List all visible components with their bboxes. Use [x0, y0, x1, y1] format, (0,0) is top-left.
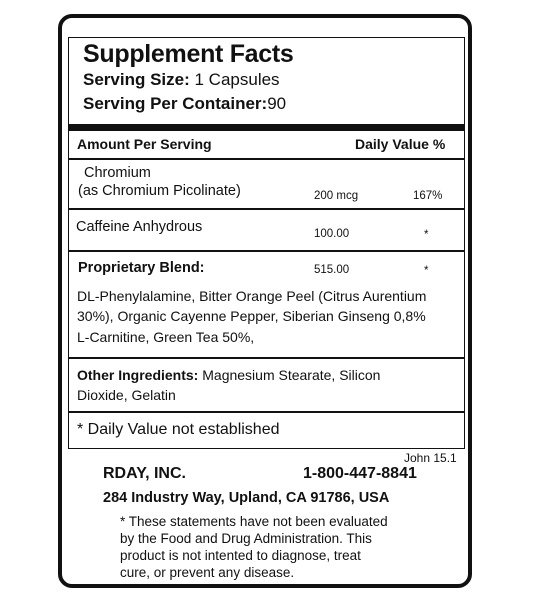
servings-label: Serving Per Container: [83, 94, 268, 113]
nutrient-name: Caffeine Anhydrous [76, 219, 203, 235]
supplement-facts-panel [68, 37, 465, 449]
disclaimer-line: by the Food and Drug Administration. This [120, 531, 372, 546]
daily-value-note: * Daily Value not established [77, 421, 280, 438]
divider-thick [69, 124, 464, 131]
blend-ingredients-line: DL-Phenylalamine, Bitter Orange Peel (Citrus Aurentium [77, 288, 427, 304]
other-ingredients-label: Other Ingredients: [77, 367, 199, 383]
company-address: 284 Industry Way, Upland, CA 91786, USA [103, 490, 390, 506]
amount-per-serving-header: Amount Per Serving [77, 136, 212, 152]
panel-title: Supplement Facts [83, 40, 294, 68]
company-name: RDAY, INC. [103, 465, 186, 482]
other-ingredients-text: Dioxide, Gelatin [77, 387, 176, 403]
daily-value-header: Daily Value % [355, 136, 446, 152]
serving-size-label: Serving Size: [83, 70, 190, 89]
servings-value: 90 [267, 94, 287, 113]
company-phone: 1-800-447-8841 [303, 465, 417, 482]
serving-size-value: 1 Capsules [194, 70, 280, 89]
servings-per-container [83, 94, 286, 114]
other-ingredients-text: Magnesium Stearate, Silicon [198, 367, 381, 383]
divider [69, 250, 464, 252]
blend-ingredients-line: 30%), Organic Cayenne Pepper, Siberian Ginseng 0,8% [77, 308, 426, 324]
fda-disclaimer [120, 513, 440, 581]
nutrient-subname: (as Chromium Picolinate) [78, 183, 241, 199]
other-ingredients [77, 365, 380, 386]
serving-size [83, 70, 280, 90]
blend-amount: 515.00 [314, 264, 350, 276]
nutrient-daily-value: 167% [413, 190, 443, 202]
divider [69, 357, 464, 359]
nutrient-name: Chromium [84, 165, 151, 181]
blend-daily-value: * [424, 265, 429, 277]
divider [69, 208, 464, 210]
divider [69, 411, 464, 413]
nutrient-amount: 200 mcg [314, 190, 359, 202]
disclaimer-line: * These statements have not been evaluated [120, 514, 388, 529]
disclaimer-line: cure, or prevent any disease. [120, 565, 295, 580]
nutrient-amount: 100.00 [314, 228, 350, 240]
nutrient-daily-value: * [424, 229, 429, 241]
disclaimer-line: product is not intented to diagnose, treat [120, 548, 361, 563]
verse-reference: John 15.1 [404, 451, 457, 465]
divider [69, 158, 464, 160]
blend-name: Proprietary Blend: [78, 260, 205, 276]
blend-ingredients-line: L-Carnitine, Green Tea 50%, [77, 329, 255, 345]
